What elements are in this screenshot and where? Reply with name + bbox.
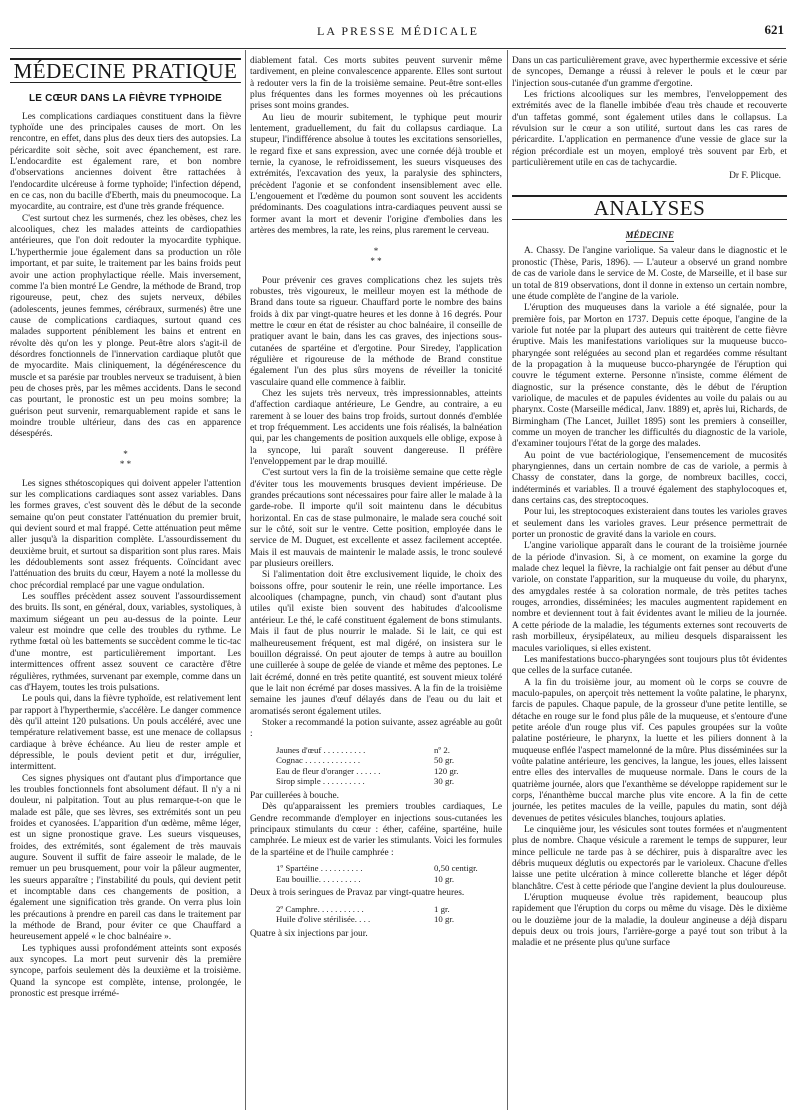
paragraph: diablement fatal. Ces morts subites peuvent survenir même tardivement, en pleine convalescence apparente. Elles sont surtout à redouter vers la fin de la troisième semaine. Peut-être sont-elles plus fréquentes dans les formes moyennes où les précautions prises sont moins grandes. xyxy=(250,56,502,112)
column-1 xyxy=(10,56,241,1110)
prescription-camphre xyxy=(276,904,502,925)
dose: 10 gr. xyxy=(434,873,455,884)
paragraph: L'éruption des muqueuses dans la variole a été signalée, pour la première fois, par Morton en 1737. Depuis cette époque, l'angine de la variole fut notée par la plupart des auteurs qui traitèrent de cette fièvre éruptive. Mais les manifestations varioliques sur la muqueuse bucco-pharyngée sont reléguées au second plan et regardées comme résultant de la propagation à la muqueuse bucco-pharyngée de l'éruption qui couvre le tégument externe. Personne n'insiste, comme élément de diagnostic, sur la présence constante, dès le début de l'éruption variolique, de macules et de papules évidentes au voile du palais ou au pharynx. Coste (Marseille médical, Janv. 1889) et, après lui, Richards, de Birmingham (The Lancet, Juillet 1895) sont les premiers à conseiller, comme un moyen de trancher les difficultés du diagnostic de la variole, d'examiner toujours l'état de la gorge des malades. xyxy=(512,303,787,450)
paragraph: Ces signes physiques ont d'autant plus d'importance que les troubles fonctionnels font absolument défaut. Il n'y a ni douleur, ni palpitation. Tout au plus remarque-t-on que le malade est pâle, que ses lèvres, ses extrémités sont un peu froides et cyanosées. L'apparition d'un œdème, même léger, est un signe pronostique grave. Les sueurs visqueuses, froides, des extrémités, sont également de très mauvais augure. Souvent il suffit de faire asseoir le malade, de le remuer un peu brusquement, pour voir la pâleur augmenter, les sueurs apparaître ; l'instabilité du pouls, qui devient petit et incomptable dans ces changements de position, a également une signification très grande. On verra plus loin les précautions à prendre en pareil cas dans le traitement par la méthode de Brand, pour éviter ce que Chauffard a heureusement appelé « le choc balnéaire ». xyxy=(10,773,241,943)
dose: 50 gr. xyxy=(434,755,455,766)
paragraph: C'est surtout chez les surmenés, chez les obèses, chez les alcooliques, chez les malades atteints de cardiopathies antérieures, que l'on doit redouter la myocardite typhique. L'hyperthermie joue également dans sa production un rôle important, et par suite, le traitement par les bains froids peut avoir une action prophylactique réelle. Mais inversement, comme l'a bien montré Le Gendre, la méthode de Brand, trop rigoureuse, peut, chez des sujets nerveux, débiles (adolescents, jeunes femmes, cérébraux, surmenés) être une cause de complications cardiaques, surtout quand ces malades supportent péniblement les bains et entrent en révolte dès qu'on les y plonge. Peut-être alors s'agit-il de désordres fonctionnels de l'innervation cardiaque plutôt que de myocardite. Mais cliniquement, la dégénérescence du muscle et sa parésie par troubles nerveux se traduisent, à bien peu de choses près, par les mêmes accidents. Dans le second cas pourtant, le pronostic est un peu moins sombre; la guérison peut survenir, remarquablement rapide et sans le moindre trouble ultérieur, dans des cas en apparence désespérés. xyxy=(10,213,241,440)
ingredient: 1º Spartéine . . . . . . . . . . xyxy=(276,863,363,874)
dose: 1 gr. xyxy=(434,903,450,914)
paragraph: C'est surtout vers la fin de la troisième semaine que cette règle d'éviter tous les mouvements brusques devient impérieuse. De grandes précautions sont nécessaires pour faire aller le malade à la garde-robe. Il importe qu'il soit maintenu dans le décubitus horizontal. En cas de stase pulmonaire, le malade sera couché soit sur le côté, soit sur le ventre. Cette position, employée dans le service de M. Duguet, est excellente et assez facilement acceptée. Mais il est mauvais de maintenir le malade assis, le tronc soulevé par plusieurs oreillers. xyxy=(250,468,502,570)
paragraph: Le cinquième jour, les vésicules sont toutes formées et n'augmentent plus de nombre. Chaque vésicule a rarement le temps de suppurer, leur mince pellicule ne tarde pas à se déchirer, puis à disparaître avec les débris muqueux déglutis ou expectorés par le varioleux. Chacune d'elles laisse une petite ulcération à mince collerette blanche et léger dépôt blanchâtre. C'est à cette période que l'angine devient la plus douloureuse. xyxy=(512,825,787,892)
paragraph: Dans un cas particulièrement grave, avec hyperthermie excessive et série de syncopes, Demange a réussi à relever le pouls et le cœur par l'injection sous-cutanée d'un gramme d'ergotine. xyxy=(512,56,787,89)
dose: 10 gr. xyxy=(434,914,455,925)
page-number: 621 xyxy=(764,22,784,37)
column-divider-1 xyxy=(245,50,246,1110)
paragraph: Pour lui, les streptocoques existeraient dans toutes les varioles graves et seulement dans les varioles graves. Leur présence permettrait de porter un pronostic de gravité dans la variole en cours. xyxy=(512,507,787,541)
ingredient: 2º Camphre. . . . . . . . . . . xyxy=(276,903,364,914)
running-head xyxy=(10,16,786,40)
dose: 120 gr. xyxy=(434,765,459,776)
author-signature: Dr F. Plicque. xyxy=(729,171,781,182)
paragraph: L'angine variolique apparaît dans le courant de la troisième journée de la période d'invasion. Si, à ce moment, on examine la gorge du malade chez lequel la fièvre, la rachialgie ont fait penser au début d'une variole, on constate l'apparition, sur la muqueuse du voile, du pharynx, des amygdales restée à sa coloration normale, de très petites taches rouges, arrondies, disséminées; les macules augmentent rapidement en nombre et deviennent tout à fait évidentes avant le milieu de la journée. A cette période de la maladie, les téguments externes sont recouverts de rash morbilleux, érysipélateux, au milieu desquels disparaissent les macules varioliques, si elles existent. xyxy=(512,541,787,654)
ingredient: Cognac . . . . . . . . . . . . . xyxy=(276,755,361,766)
dosage-note: Deux à trois seringues de Pravaz par vingt-quatre heures. xyxy=(250,888,465,899)
paragraph: Les manifestations bucco-pharyngées sont toujours plus tôt évidentes que celles de la surface cutanée. xyxy=(512,654,787,677)
paragraph: Les souffles précèdent assez souvent l'assourdissement des bruits. Ils sont, en général, doux, variables, systoliques, à maximum siégeant un peu au-dessus de la pointe. Leur valeur est moindre que celle des troubles du rythme. Le rythme fœtal où les battements se succèdent comme le tic-tac d'une montre, est particulièrement important. Les intermittences offrent assez souvent ce caractère d'être régulières, rythmées, survenant par exemple, comme dans un cas d'Hayem, toutes les trois pulsations. xyxy=(10,592,241,693)
ingredient: Huile d'olive stérilisée. . . . xyxy=(276,914,371,925)
column-3 xyxy=(512,56,787,1110)
dose: 30 gr. xyxy=(434,776,455,787)
paragraph: Pour prévenir ces graves complications chez les sujets très robustes, très vigoureux, le meilleur moyen est la méthode de Brand dans toute sa rigueur. Chauffard porte le nombre des bains froids à dix par vingt-quatre heures et les donne à 16 degrés. Pour mettre le cœur en état de résister au choc balnéaire, il conseille de pratiquer avant le bain, dans les cas graves, des injections sous-cutanées de spartéine et d'ergotine. Pour Siredey, l'application régulière et rigoureuse de la méthode de Brand constitue également l'un des plus sûrs moyens de réveiller la tonicité vasculaire quand elle commence à faiblir. xyxy=(250,275,502,388)
paragraph: Dès qu'apparaissent les premiers troubles cardiaques, Le Gendre recommande d'employer en injections sous-cutanées les principaux stimulants du cœur : éther, caféine, spartéine, huile camphrée. Le mieux est de varier les stimulants. Voici les formules de la spartéine et de l'huile camphrée : xyxy=(250,802,502,858)
ingredient: Jaunes d'œuf . . . . . . . . . . xyxy=(276,744,366,755)
header-rule xyxy=(10,48,786,49)
article-title: LE CŒUR DANS LA FIÈVRE TYPHOIDE xyxy=(28,93,223,105)
paragraph: Les typhiques aussi profondément atteints sont exposés aux syncopes. La mort peut survenir dès la première syncope, parfois seulement dès la deuxième et la troisième. Quand la syncope est complète, intense, prolongée, le pronostic est presque irrémé- xyxy=(10,943,241,1000)
paragraph: Les frictions alcooliques sur les membres, l'enveloppement des extrémités avec de la flanelle imbibée d'eau très chaude et recouverte d'un taffetas gommé, sont également utiles dans le collapsus. La révulsion sur le cœur a son utilité, surtout dans les cas rares de péricardite. L'application en permanence d'une vessie de glace sur la région précordiale est un moyen, employé très souvent par Erb, et particulièrement utile en cas de tachycardie. xyxy=(512,90,787,169)
section-title-medecine-pratique: MÉDECINE PRATIQUE xyxy=(10,58,241,83)
section-title-analyses: ANALYSES xyxy=(512,195,787,220)
paragraph: L'éruption muqueuse évolue très rapidement, beaucoup plus rapidement que l'éruption du corps ou même du visage. Dès le dixième ou le douzième jour de la maladie, la douleur angineuse a déjà disparu depuis deux ou trois jours, l'arrière-gorge a payé tout son tribut à la maladie et ne présente plus qu'une surface xyxy=(512,893,787,949)
paragraph: Chez les sujets très nerveux, très impressionnables, atteints d'affection cardiaque antérieure, Le Gendre, au contraire, a eu rarement à se louer des bains trop froids, surtout donnés d'emblée et trop fréquemment. Les accidents une fois réalisés, la balnéation qui, par les changements de position auxquels elle oblige, expose à la syncope, lui paraît souvent dangereuse. Il préfère l'enveloppement par le drap mouillé. xyxy=(250,388,502,467)
paragraph: Les signes sthétoscopiques qui doivent appeler l'attention sur les complications cardiaques sont assez variables. Dans les formes graves, c'est souvent dès le début de la seconde semaine qu'on peut constater l'atténuation du premier bruit, qui devient sourd et mal frappé. Cette atténuation peut même aller jusqu'à la disparition complète. L'assourdissement du deuxième bruit, et surtout sa disparition sont plus rares. Mais les dédoublements sont assez fréquents. Coïncidant avec l'atténuation des bruits du cœur, Hayem a noté la mollesse du choc précordial remplacé par une vague ondulation. xyxy=(10,478,241,591)
paragraph: Les complications cardiaques constituent dans la fièvre typhoïde une des principales causes de mort. On les rencontre, en effet, dans plus des deux tiers des autopsies. La péricardite soit sèche, soit avec épanchement, est rare. L'endocardite est également rare, et bon nombre d'observations anciennes doivent être rattachées à l'endocardite ulcéreuse à forme typhoïde; l'infection dépend, en ce cas, non du bacille d'Eberth, mais du pneumocoque. La myocardite, au contraire, est d'une très grande fréquence. xyxy=(10,111,241,213)
paragraph: Au point de vue bactériologique, l'ensemencement de mucosités pharyngiennes, dans un certain nombre de cas de variole, a permis à Chassy de constater, dans la gorge, de nombreux bacilles, cocci, indéterminés et variables. Il a trouvé également des staphylocoques et, dans certains cas, des streptocoques. xyxy=(512,450,787,507)
prescription-stoker xyxy=(276,745,502,787)
paragraph: Stoker a recommandé la potion suivante, assez agréable au goût : xyxy=(250,717,502,740)
paragraph: Au lieu de mourir subitement, le typhique peut mourir lentement, graduellement, du fait du collapsus cardiaque. La stupeur, l'indifférence absolue à toutes les excitations sensorielles, le regard fixe et sans expression, avec une cornée déjà trouble et ternie, la cyanose, le refroidissement, les sueurs visqueuses des extrémités, l'excavation des yeux, la paralysie des sphincters, précèdent l'agonie et se confondent insensiblement avec elle. L'engouement et l'œdème du poumon sont souvent les accidents prédominants. Des coagulations intra-cardiaques peuvent aussi se former avant la mort et devenir l'origine d'embolies dans les artères des membres, la rate, les reins, plus rarement le cerveau. xyxy=(250,112,502,237)
dosage-note: Par cuillerées à bouche. xyxy=(250,790,340,801)
analysis-lead: A. Chassy. De l'angine variolique. Sa valeur dans le diagnostic et le pronostic (Thèse, Paris, 1896). — L'auteur a observé un grand nombre de cas de variole dans le service de M. Coste, de Marseille, et il base sur un total de 819 observations, dont il donne in extenso un certain nombre, une étude complète de l'angine de la variole. xyxy=(512,246,787,302)
dosage-note: Quatre à six injections par jour. xyxy=(250,928,368,939)
prescription-sparteine xyxy=(276,863,502,884)
ingredient: Eau bouillie. . . . . . . . . . xyxy=(276,873,361,884)
asterism-separator: * * * xyxy=(119,448,132,469)
column-2 xyxy=(250,56,502,1110)
subsection-heading: MÉDECINE xyxy=(626,230,674,242)
asterism-separator: * * * xyxy=(370,245,382,266)
paragraph: Le pouls qui, dans la fièvre typhoïde, est relativement lent par rapport à l'hyperthermie, s'accélère. Le danger commence dès qu'il atteint 120 pulsations. Un pouls accéléré, avec une température relativement basse, est une menace de collapsus cardiaque à brève échéance. Au lieu de rester ample et dépressible, le pouls devient petit et dur, irrégulier, intermittent. xyxy=(10,694,241,773)
paragraph: A la fin du troisième jour, au moment où le corps se couvre de maculo-papules, on aperçoit très nettement la voûte palatine, le pharynx, farcis de papules. Chaque papule, de la grosseur d'une petite lentille, se détache en rouge sur le fond plus pâle de la muqueuse, et s'entoure d'une petite aréole d'un rouge plus vif. Ces papules groupées sur la voûte palatine postérieure, le pharynx, la luette et les piliers donnent à la muqueuse enflée l'aspect mamelonné de la mûre. Plus disséminées sur la voûte palatine antérieure, les gencives, la langue, les joues, elles laissent entre elles des intervalles de muqueuse normale. Dans le cours de la quatrième journée, alors que l'exanthème se développe rapidement sur le corps, l'énanthème buccal marche plus vite encore. A la fin de cette journée, les petites macules de la veille, papules du matin, sont déjà devenues de petites vésicules blanches, toujours aplaties. xyxy=(512,677,787,824)
journal-title: LA PRESSE MÉDICALE xyxy=(316,24,479,38)
ingredient: Eau de fleur d'oranger . . . . . . xyxy=(276,765,381,776)
dose: nº 2. xyxy=(434,744,450,755)
paragraph: Si l'alimentation doit être exclusivement liquide, le choix des boissons offre, pour soutenir le rein, une réelle importance. Les alcooliques (champagne, punch, vin chaud) sont d'autant plus utiles qu'il existe bien souvent des habitudes d'alcoolisme antérieur. Le thé, le café constituent également de bons stimulants. Mais il faut de plus nourrir le malade. Si le lait, ce qui est malheureusement fréquent, est mal digéré, on insistera sur le bouillon dégraissé. On peut ajouter de temps à autre au bouillon une cuillerée à soupe de gelée de viande et même des peptones. Le lait écrémé, donné en très petite quantité, est souvent mieux toléré que le lait non écrémé par doses massives. A la fin de la troisième semaine les jaunes d'œuf délayés dans de l'eau ou du lait et aromatisés seront également utiles. xyxy=(250,570,502,717)
column-divider-2 xyxy=(507,50,508,1110)
dose: 0,50 centigr. xyxy=(434,863,478,874)
ingredient: Sirop simple . . . . . . . . . . xyxy=(276,776,365,787)
